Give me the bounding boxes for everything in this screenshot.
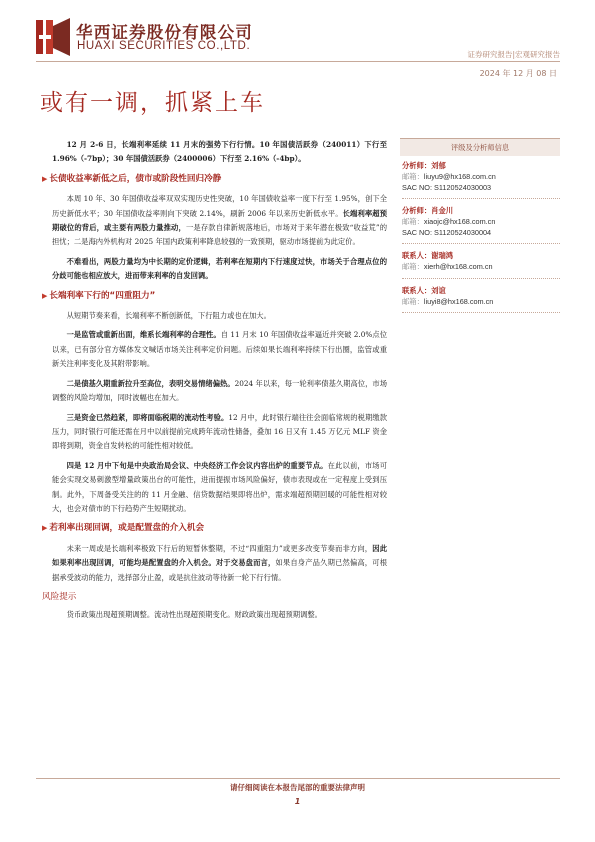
contact-email-link[interactable]: liuyi8@hx168.com.cn <box>423 296 494 306</box>
analyst-role: 分析师：肖金川 <box>402 206 454 215</box>
divider <box>402 278 560 279</box>
report-date: 2024 年 12 月 08 日 <box>479 69 557 78</box>
contact-email-line: 邮箱：xierh@hx168.com.cn <box>402 262 493 271</box>
section2-item3: 三是资金已然趋紧，即将面临税期的流动性考验。12 月中，此时银行端往往会面临常规的税期缴款压力，同时银行可能还需在月中以前提前完成跨年流动性储备，叠加 16 日又有 1.45 万亿元 MLF 资金即将到期，资金自发转松的可能性相对较低。 <box>52 412 387 451</box>
analyst-email-line: 邮箱：xiaojc@hx168.com.cn <box>402 217 496 226</box>
analyst-email-link[interactable]: xiaojc@hx168.com.cn <box>423 217 496 226</box>
legal-notice: 请仔细阅读在本报告尾部的重要法律声明 <box>230 783 365 792</box>
analyst-email-link[interactable]: liuyu9@hx168.com.cn <box>423 172 496 181</box>
section-heading-3: ▶ 若利率出现回调，或是配置盘的介入机会 <box>42 523 205 534</box>
divider <box>402 198 560 199</box>
main-content <box>42 138 388 628</box>
section-heading-2: ▶ 长端利率下行的“四重阻力” <box>42 290 156 301</box>
analyst-sac: SAC NO: S1120524030004 <box>402 227 492 237</box>
section1-paragraph1: 本周 10 年、30 年国债收益率双双实现历史性突破，10 年国债收益率一度下行至 1.95%，创下全历史新低水平；30 年国债收益率则向下突破 2.14%，刷新 2006 年以来历史新低水平。长端利率超预期破位的背后，或主要有两股力量推动，一是存款自律新规落地后，市场对于来年潜在极致“收益荒”的担忧；二是海内外机构对 2025 年国内政策利率降息较强的一致预期，驱动市场提前为此定价。 <box>52 194 388 247</box>
sidebar-heading: 评级及分析师信息 <box>400 138 560 156</box>
report-title: 或有一调，抓紧上车 <box>40 90 265 116</box>
page-number: 1 <box>294 797 301 806</box>
risk-heading: 风险提示 <box>42 591 77 602</box>
section3-paragraph: 未来一周或是长端利率极致下行后的短暂休整期，不过“四重阻力”或更多改变节奏而非方向，因此如果利率出现回调，可能均是配置盘的介入机会。对于交易盘而言，如果自身产品久期已然偏高，可根据承受波动的能力，选择部分止盈，或是抗住波动等待新一轮下行行情。 <box>52 543 388 582</box>
section2-item1: 一是监管或重新出面，维系长端利率的合理性。自 11 月末 10 年国债收益率逼近并突破 2.0%点位以来，已有部分官方媒体发文喊话市场关注利率定价问题。后续如果长端利率持续下行出圈，监管或重新关注利率变化及其附带影响。 <box>52 330 387 369</box>
section-heading-1: ▶ 长债收益率新低之后，债市或阶段性回归冷静 <box>42 173 222 184</box>
analyst-role: 分析师：刘郁 <box>402 161 446 170</box>
company-name-en: HUAXI SECURITIES CO.,LTD. <box>77 40 251 52</box>
divider <box>402 243 560 244</box>
huaxi-logo-icon <box>36 18 70 56</box>
header-divider <box>36 61 560 62</box>
contact-card <box>400 246 560 279</box>
analyst-sidebar <box>400 138 560 315</box>
analyst-sac: SAC NO: S1120524030003 <box>402 182 492 192</box>
analyst-card <box>400 156 560 199</box>
footer-divider <box>36 778 560 779</box>
risk-text: 货币政策出现超预期调整。流动性出现超预期变化。财政政策出现超预期调整。 <box>66 610 322 620</box>
contact-card <box>400 281 560 314</box>
contact-role: 联系人：刘谊 <box>402 285 446 295</box>
triangle-icon: ▶ <box>42 174 48 183</box>
contact-role: 联系人：谢瑞鸿 <box>402 251 454 260</box>
analyst-card <box>400 201 560 244</box>
divider <box>402 312 560 313</box>
contact-email-link[interactable]: xierh@hx168.com.cn <box>423 262 493 271</box>
section2-item2: 二是债基久期重新拉升至高位，表明交易情绪偏热。2024 年以来，每一轮利率债基久期高位，市场调整的风险均增加，同时波幅也在加大。 <box>52 378 388 403</box>
section1-paragraph2: 不难看出，两股力量均为中长期的定价逻辑，若利率在短期内下行速度过快，市场关于合理点位的分歧可能也相应放大，进而带来利率的自发回调。 <box>52 256 387 281</box>
triangle-icon: ▶ <box>42 524 48 533</box>
triangle-icon: ▶ <box>42 291 48 300</box>
company-name-cn: 华西证券股份有限公司 <box>76 23 253 42</box>
contact-email-line: 邮箱：liuyi8@hx168.com.cn <box>402 296 494 306</box>
section2-item4: 四是 12 月中下旬是中央政治局会议、中央经济工作会议内容出炉的重要节点。在此以前，市场可能会实现交易刺激型增量政策出台的可能性，进而提振市场风险偏好，债市表现或在一定程度上受到压制。此外，下周备受关注的的 11 月金融、信贷数据结果即将出炉，需求端超预期回暖的可能性相对较大，也会对债市的下行趋势产生短期扰动。 <box>52 460 387 513</box>
report-type: 证券研究报告|宏观研究报告 <box>467 50 560 59</box>
summary-lead: 12 月 2-6 日，长端利率延续 11 月末的强势下行行情。10 年国债活跃券（240011）下行至 1.96%（-7bp）；30 年国债活跃券（2400006）下行至 2.16%（-4bp）。 <box>52 140 387 164</box>
analyst-email-line: 邮箱：liuyu9@hx168.com.cn <box>402 172 496 181</box>
section2-intro: 从短期节奏来看，长端利率不断创新低，下行阻力或也在加大。 <box>66 311 271 321</box>
